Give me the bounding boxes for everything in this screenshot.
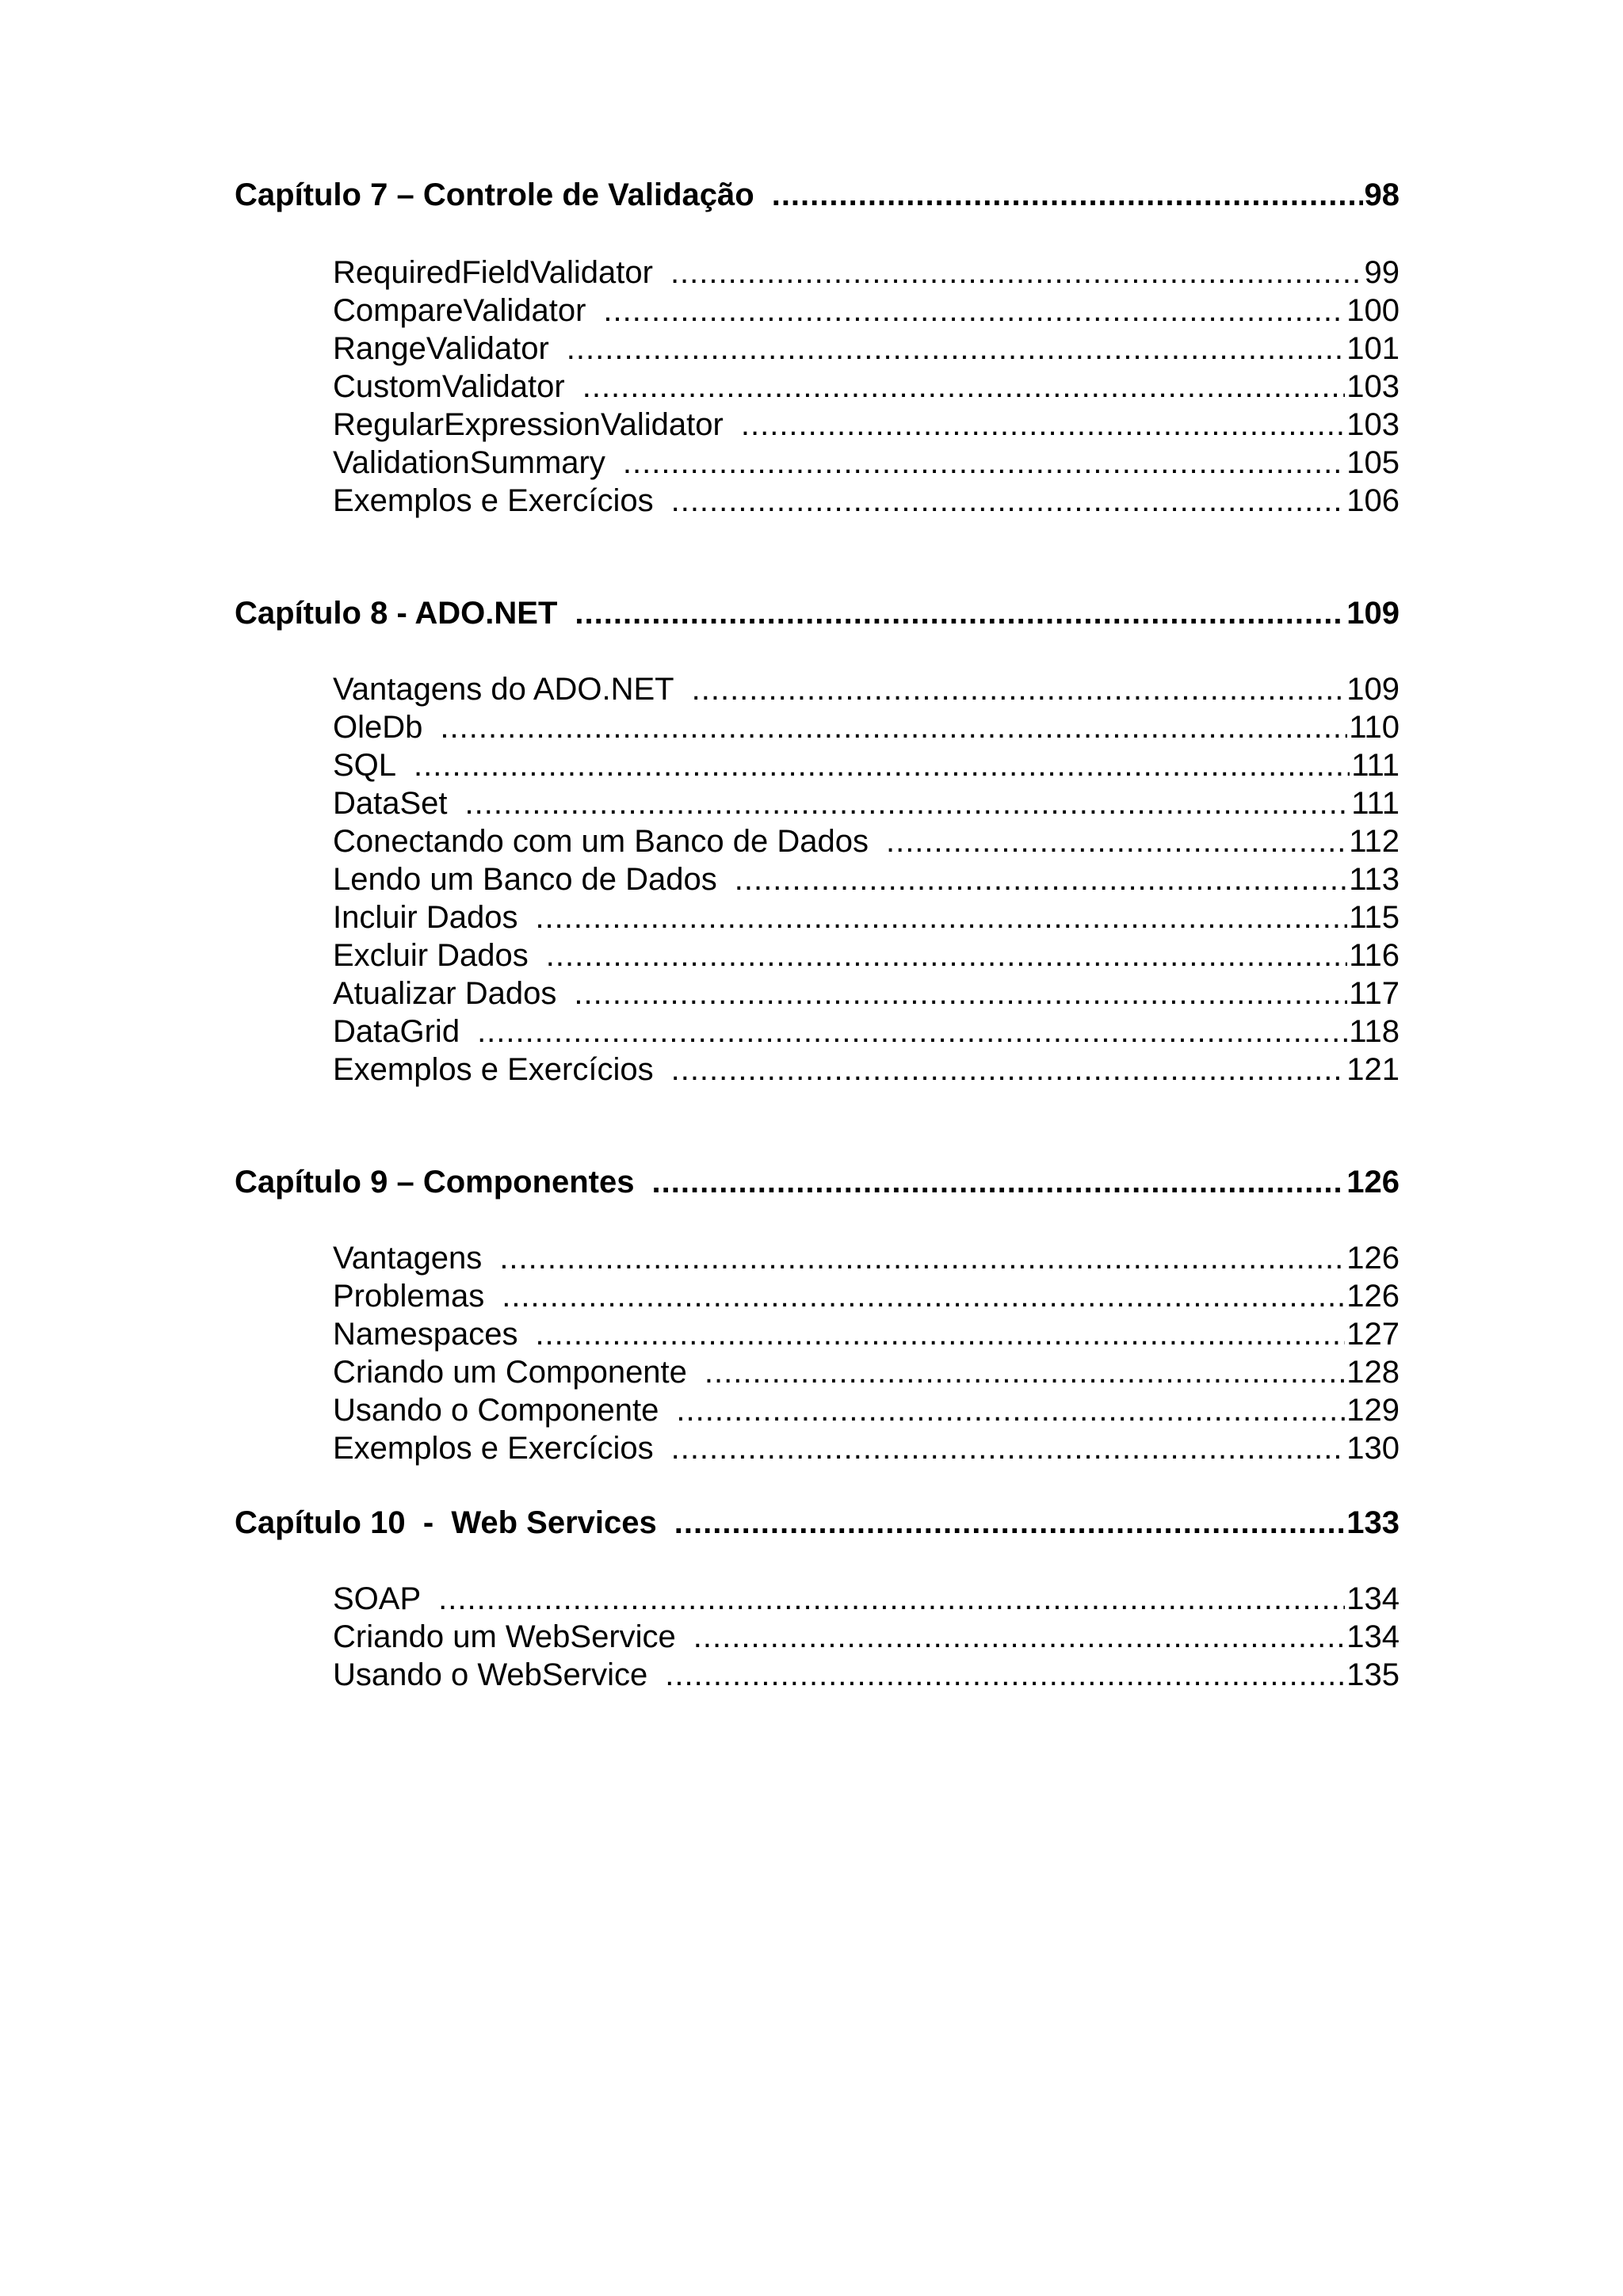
section-title: Vantagens do ADO.NET: [333, 672, 674, 707]
dot-leader: [671, 483, 1346, 519]
dot-leader: [735, 862, 1347, 898]
toc-section: [333, 1052, 1400, 1093]
toc-section: [333, 748, 1400, 789]
section-page-number: 99: [1364, 255, 1400, 290]
toc-section: [333, 1431, 1400, 1472]
toc-section: [333, 862, 1400, 903]
dot-leader: [535, 900, 1347, 936]
dot-leader: [692, 672, 1346, 707]
section-page-number: 101: [1346, 331, 1400, 366]
toc-section: [333, 1241, 1400, 1282]
toc-section: [333, 672, 1400, 713]
section-title: Exemplos e Exercícios: [333, 1431, 654, 1466]
section-title: Atualizar Dados: [333, 976, 557, 1011]
dot-leader: [705, 1355, 1345, 1390]
toc-section: [333, 1657, 1400, 1699]
toc-section: [333, 483, 1400, 524]
section-page-number: 134: [1346, 1619, 1400, 1654]
section-page-number: 115: [1349, 900, 1400, 935]
section-title: DataSet: [333, 786, 448, 821]
section-page-number: 116: [1349, 938, 1400, 973]
section-page-number: 128: [1346, 1355, 1400, 1390]
toc-section: [333, 1279, 1400, 1320]
section-title: Namespaces: [333, 1317, 518, 1352]
dot-leader: [886, 824, 1347, 860]
section-page-number: 105: [1346, 445, 1400, 480]
toc-section: [333, 407, 1400, 448]
section-title: SQL: [333, 748, 397, 783]
dot-leader: [535, 1317, 1345, 1352]
dot-leader: [574, 976, 1347, 1012]
section-title: Exemplos e Exercícios: [333, 1052, 654, 1087]
toc-chapter-7: [235, 177, 1400, 219]
section-title: Criando um Componente: [333, 1355, 687, 1390]
section-page-number: 103: [1346, 407, 1400, 442]
dot-leader: [652, 1165, 1346, 1200]
section-page-number: 103: [1346, 369, 1400, 404]
section-page-number: 129: [1346, 1393, 1400, 1428]
section-page-number: 135: [1346, 1657, 1400, 1692]
dot-leader: [546, 938, 1347, 974]
dot-leader: [575, 596, 1345, 631]
section-page-number: 110: [1349, 710, 1400, 745]
toc-section: [333, 1355, 1400, 1396]
toc-section: [333, 1317, 1400, 1358]
dot-leader: [623, 445, 1345, 481]
section-page-number: 134: [1346, 1581, 1400, 1616]
section-title: ValidationSummary: [333, 445, 605, 480]
dot-leader: [741, 407, 1345, 443]
toc-section: [333, 1393, 1400, 1434]
chapter-page-number: 133: [1346, 1505, 1400, 1540]
section-page-number: 109: [1346, 672, 1400, 707]
toc-section: [333, 938, 1400, 979]
section-page-number: 100: [1346, 293, 1400, 328]
toc-section: [333, 710, 1400, 751]
section-title: Problemas: [333, 1279, 485, 1314]
section-title: CustomValidator: [333, 369, 565, 404]
toc-section: [333, 1581, 1400, 1623]
section-page-number: 127: [1346, 1317, 1400, 1352]
section-page-number: 117: [1349, 976, 1400, 1011]
toc-chapter-9: [235, 1165, 1400, 1206]
dot-leader: [414, 748, 1350, 784]
toc-section: [333, 445, 1400, 486]
section-title: Lendo um Banco de Dados: [333, 862, 717, 897]
section-page-number: 126: [1346, 1241, 1400, 1276]
chapter-title: Capítulo 8 - ADO.NET: [235, 596, 558, 631]
section-page-number: 113: [1349, 862, 1400, 897]
dot-leader: [465, 786, 1350, 822]
toc-section: [333, 786, 1400, 827]
dot-leader: [670, 255, 1363, 291]
toc-chapter-8: [235, 596, 1400, 637]
chapter-page-number: 98: [1364, 177, 1400, 212]
section-title: SOAP: [333, 1581, 422, 1616]
toc-section: [333, 976, 1400, 1017]
dot-leader: [499, 1241, 1345, 1276]
dot-leader: [665, 1657, 1345, 1693]
toc-section: [333, 900, 1400, 941]
section-title: Exemplos e Exercícios: [333, 483, 654, 518]
section-title: Usando o WebService: [333, 1657, 648, 1692]
section-page-number: 118: [1349, 1014, 1400, 1049]
chapter-page-number: 126: [1346, 1165, 1400, 1199]
dot-leader: [582, 369, 1346, 405]
toc-section: [333, 1619, 1400, 1661]
dot-leader: [440, 710, 1347, 746]
section-title: Criando um WebService: [333, 1619, 676, 1654]
section-title: RangeValidator: [333, 331, 549, 366]
dot-leader: [674, 1505, 1345, 1541]
section-page-number: 112: [1349, 824, 1400, 859]
dot-leader: [603, 293, 1345, 329]
section-page-number: 121: [1346, 1052, 1400, 1087]
section-title: CompareValidator: [333, 293, 586, 328]
section-title: Conectando com um Banco de Dados: [333, 824, 869, 859]
section-page-number: 111: [1351, 786, 1400, 821]
section-title: RequiredFieldValidator: [333, 255, 653, 290]
dot-leader: [693, 1619, 1345, 1655]
section-title: Incluir Dados: [333, 900, 518, 935]
toc-section: [333, 255, 1400, 296]
dot-leader: [671, 1431, 1346, 1466]
dot-leader: [671, 1052, 1346, 1088]
dot-leader: [676, 1393, 1345, 1428]
section-page-number: 126: [1346, 1279, 1400, 1314]
dot-leader: [438, 1581, 1345, 1617]
section-page-number: 111: [1351, 748, 1400, 783]
toc-section: [333, 331, 1400, 372]
dot-leader: [772, 177, 1363, 213]
toc-section: [333, 1014, 1400, 1055]
section-title: Vantagens: [333, 1241, 483, 1276]
chapter-title: Capítulo 7 – Controle de Validação: [235, 177, 754, 212]
section-page-number: 130: [1346, 1431, 1400, 1466]
toc-section: [333, 824, 1400, 865]
section-page-number: 106: [1346, 483, 1400, 518]
chapter-page-number: 109: [1346, 596, 1400, 631]
toc-section: [333, 369, 1400, 410]
dot-leader: [567, 331, 1345, 367]
section-title: Usando o Componente: [333, 1393, 659, 1428]
toc-chapter-10: [235, 1505, 1400, 1547]
section-title: DataGrid: [333, 1014, 460, 1049]
section-title: RegularExpressionValidator: [333, 407, 724, 442]
section-title: OleDb: [333, 710, 423, 745]
section-title: Excluir Dados: [333, 938, 529, 973]
dot-leader: [502, 1279, 1345, 1314]
chapter-title: Capítulo 9 – Componentes: [235, 1165, 635, 1199]
dot-leader: [477, 1014, 1347, 1050]
toc-section: [333, 293, 1400, 334]
chapter-title: Capítulo 10 - Web Services: [235, 1505, 657, 1540]
